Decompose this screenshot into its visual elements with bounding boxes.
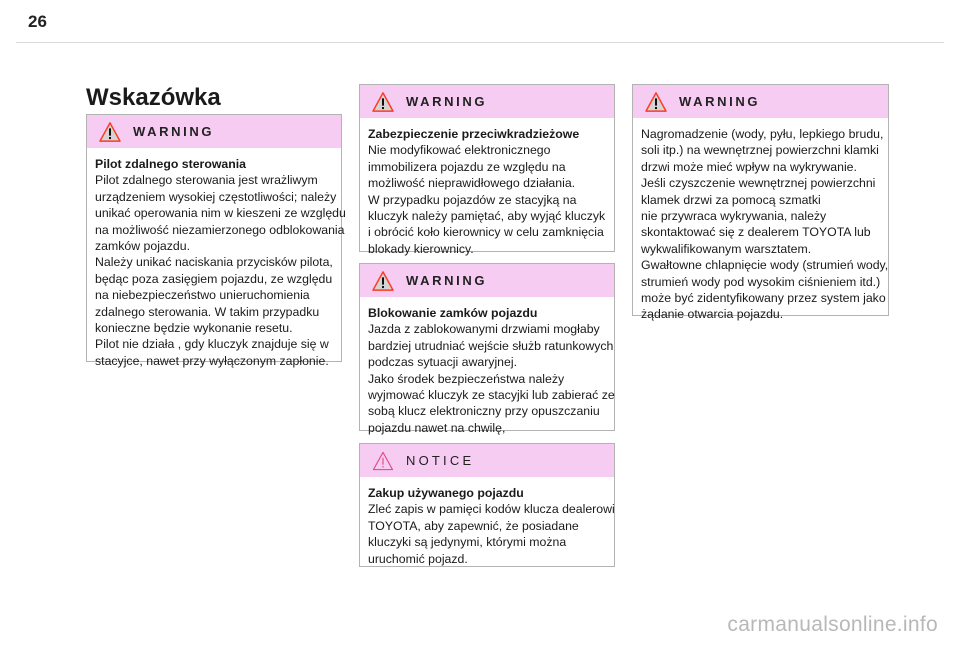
warning-box-body [633, 118, 888, 331]
warning-box-header [87, 115, 341, 148]
box-text-line: na możliwość niezamierzonego odblokowania [95, 222, 345, 237]
box-text-line: strumień wody pod wysokim ciśnieniem itd.) [641, 274, 881, 289]
box-text-line: Należy unikać naciskania przycisków pilota, [95, 255, 333, 270]
notice-box-header [360, 444, 614, 477]
box-text-line: blokady kierownicy. [368, 241, 474, 256]
warning-box-body [360, 118, 614, 265]
warning-box-remote-control [86, 114, 346, 368]
box-heading: Zakup używanego pojazdu [368, 486, 524, 500]
warning-box-body [360, 297, 614, 444]
box-text-line: Jazda z zablokowanymi drzwiami mogłaby [368, 322, 600, 337]
warning-box-header [633, 85, 888, 118]
warning-box-body [87, 148, 346, 377]
box-text-line: podczas sytuacji awaryjnej. [368, 355, 517, 370]
warning-triangle-icon [99, 122, 121, 142]
warning-label: WARNING [133, 124, 215, 139]
box-text-line: wyjmować kluczyk ze stacyjki lub zabierać ze [368, 388, 615, 403]
box-text-line: i obrócić koło kierownicy w celu zamknięcia [368, 225, 604, 240]
box-text-line: konieczne będzie wykonanie resetu. [95, 321, 293, 336]
box-text-line: możliwość nieprawidłowego działania. [368, 176, 576, 191]
box-text-line: Zleć zapis w pamięci kodów klucza dealerowi [368, 502, 615, 517]
page-number: 26 [28, 12, 47, 31]
box-text-line: zdalnego sterowania. W takim przypadku [95, 304, 320, 319]
box-text-line: urządzeniem wysokiej częstotliwości; należy [95, 189, 337, 204]
warning-box-door-lock [359, 263, 615, 435]
watermark[interactable]: carmanualsonline.info [727, 613, 938, 636]
section-title: Wskazówka [86, 84, 221, 111]
header-divider [16, 42, 944, 43]
box-text-line: Pilot zdalnego sterowania jest wrażliwym [95, 173, 318, 188]
notice-label: NOTICE [406, 453, 475, 468]
notice-triangle-icon [372, 451, 394, 471]
box-text-line: nie przywraca wykrywania, należy [641, 209, 827, 224]
box-text-line: zamków pojazdu. [95, 239, 191, 254]
warning-label: WARNING [406, 273, 488, 288]
warning-label: WARNING [679, 94, 761, 109]
warning-triangle-icon [372, 271, 394, 291]
warning-box-anti-theft [359, 84, 615, 256]
box-text-line: W przypadku pojazdów ze stacyjką na [368, 192, 577, 207]
box-text-line: Nie modyfikować elektronicznego [368, 143, 551, 158]
warning-triangle-icon [372, 92, 394, 112]
box-text-line: stacyjce, nawet przy wyłączonym zapłonie. [95, 353, 329, 368]
box-text-line: TOYOTA, aby zapewnić, że posiadane [368, 518, 579, 533]
box-text-line: klamek drzwi za pomocą szmatki [641, 192, 821, 207]
box-text-line: pojazdu nawet na chwilę, [368, 420, 506, 435]
box-text-line: na niebezpieczeństwo unieruchomienia [95, 288, 310, 303]
warning-box-header [360, 85, 614, 118]
box-text-line: soli itp.) na wewnętrznej powierzchni klamki [641, 143, 879, 158]
box-text-line: unikać operowania nim w kieszeni ze względu [95, 206, 346, 221]
box-text-line: immobilizera pojazdu ze względu na [368, 159, 566, 174]
warning-triangle-icon [645, 92, 667, 112]
box-heading: Zabezpieczenie przeciwkradzieżowe [368, 127, 580, 141]
box-heading: Blokowanie zamków pojazdu [368, 306, 538, 320]
warning-label: WARNING [406, 94, 488, 109]
box-text-line: sobą klucz elektroniczny przy opuszczaniu [368, 404, 600, 419]
box-text-line: kluczyk należy pamiętać, aby wyjąć kluczyk [368, 209, 606, 224]
box-text-line: Jako środek bezpieczeństwa należy [368, 371, 565, 386]
box-text-line: może być zidentyfikowany przez system jako [641, 291, 886, 306]
box-text-line: żądanie otwarcia pojazdu. [641, 307, 784, 322]
box-text-line: Nagromadzenie (wody, pyłu, lepkiego brudu, [641, 127, 884, 141]
box-text-line: będąc poza zasięgiem pojazdu, ze względu [95, 271, 333, 286]
notice-box-body [360, 477, 614, 575]
box-text-line: wykwalifikowanym warsztatem. [641, 241, 812, 256]
box-heading: Pilot zdalnego sterowania [95, 157, 247, 171]
box-text-line: kluczyki są jedynymi, którymi można [368, 535, 567, 550]
warning-box-header [360, 264, 614, 297]
box-text-line: drzwi może mieć wpływ na wykrywanie. [641, 159, 857, 174]
box-text-line: Gwałtowne chlapnięcie wody (strumień wody, [641, 258, 889, 273]
box-text-line: Pilot nie działa , gdy kluczyk znajduje się w [95, 337, 329, 352]
notice-box-used-vehicle [359, 443, 615, 567]
box-text-line: bardziej utrudniać wejście służb ratunkowych [368, 338, 614, 353]
warning-box-door-handle [632, 84, 889, 322]
box-text-line: skontaktować się z dealerem TOYOTA lub [641, 225, 871, 240]
box-text-line: Jeśli czyszczenie wewnętrznej powierzchni [641, 176, 876, 191]
box-text-line: uruchomić pojazd. [368, 551, 468, 566]
